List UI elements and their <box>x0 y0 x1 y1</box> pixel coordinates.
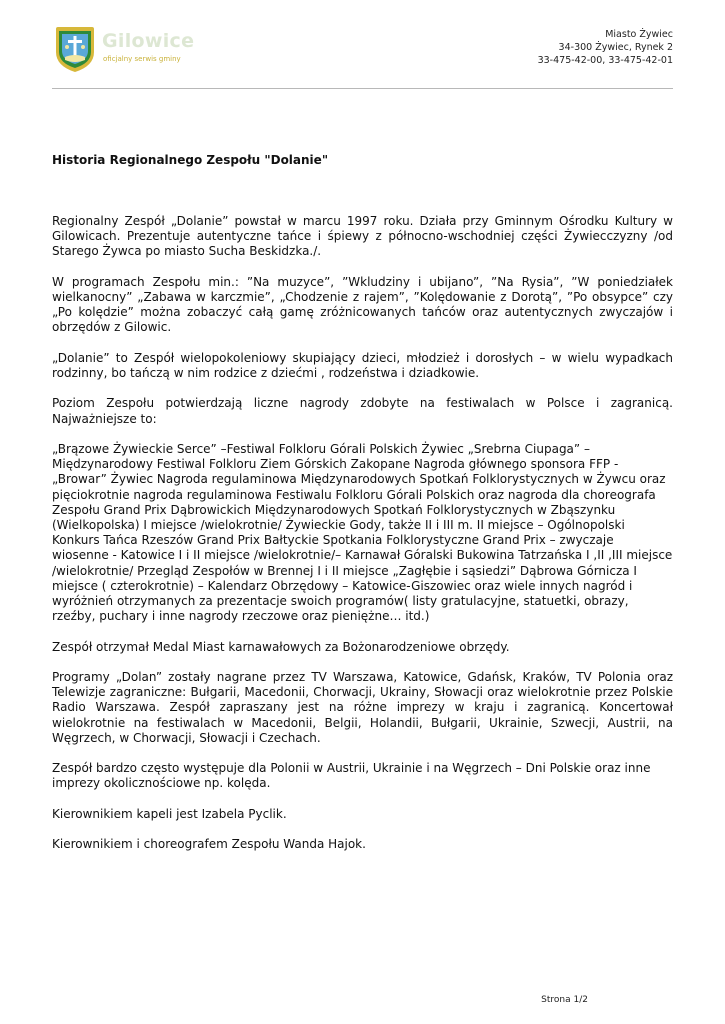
document-body <box>52 214 673 868</box>
site-logo[interactable] <box>52 24 195 74</box>
paragraph-band-leader: Kierownikiem kapeli jest Izabela Pyclik. <box>52 806 287 821</box>
paragraph-medal: Zespół otrzymał Medal Miast karnawałowych za Bożonarodzeniowe obrzędy. <box>52 639 510 654</box>
logo-tagline: oficjalny serwis gminy <box>103 55 181 63</box>
paragraph-choreographer: Kierownikiem i choreografem Zespołu Wanda Hajok. <box>52 837 366 852</box>
contact-address <box>538 28 673 67</box>
address-street: 34-300 Żywiec, Rynek 2 <box>558 42 673 53</box>
paragraph-programs: W programach Zespołu min.: ”Na muzyce”, ”Wkludziny i ubijano”, ”Na Rysia”, ”W poniedziałek wielkanocny” „Zabawa w karczmie”, „Chodzenie z rajem”, ”Kolędowanie z Dorotą”, ”Po obsypce” czy „Po kolędzie” można zobaczyć całą gamę zróżnicowanych tańców oraz autentycznych zwyczajów i obrzędów z Gilowic. <box>52 274 673 335</box>
document-title: Historia Regionalnego Zespołu "Dolanie" <box>52 153 329 168</box>
page-header <box>0 0 725 90</box>
address-city: Miasto Żywiec <box>605 29 673 40</box>
paragraph-polonia: Zespół bardzo często występuje dla Polonii w Austrii, Ukrainie i na Węgrzech – Dni Polskie oraz inne imprezy okolicznościowe np. kolęda. <box>52 761 651 791</box>
header-divider <box>52 88 673 89</box>
page-number: Strona 1/2 <box>541 995 588 1005</box>
coat-of-arms-icon <box>52 24 98 74</box>
logo-wordmark: Gilowice <box>102 30 195 52</box>
paragraph-recordings: Programy „Dolan” zostały nagrane przez TV Warszawa, Katowice, Gdańsk, Kraków, TV Polonia oraz Telewizje zagraniczne: Bułgarii, Macedonii, Chorwacji, Ukrainy, Słowacji oraz wielokrotnie przez Polskie Radio Warszawa. Zespół zapraszany jest na różne imprezy w kraju i zagranicą. Koncertował wielokrotnie na festiwalach w Macedonii, Belgii, Holandii, Bułgarii, Ukrainie, Szwecji, Austrii, na Węgrzech, w Chorwacji, Słowacji i Czechach. <box>52 670 673 745</box>
paragraph-awards-list: „Brązowe Żywieckie Serce” –Festiwal Folkloru Górali Polskich Żywiec „Srebrna Ciupaga” – Międzynarodowy Festiwal Folkloru Ziem Górskich Zakopane Nagroda głównego sponsora FFP - „Browar” Żywiec Nagroda regulaminowa Międzynarodowych Spotkań Folklorystycznych w Żywcu oraz pięciokrotnie nagroda regulaminowa Festiwalu Folkloru Górali Polskich oraz nagroda dla choreografa Zespołu Grand Prix Dąbrowickich Międzynarodowych Spotkań Folklorystycznych w Zbąszynku (Wielkopolska) I miejsce /wielokrotnie/ Żywieckie Gody, także II i III m. II miejsce – Ogólnopolski Konkurs Tańca Rzeszów Grand Prix Bałtyckie Spotkania Folklorystyczne Grand Prix – zwyczaje wiosenne - Katowice I i II miejsce /wielokrotnie/– Karnawał Góralski Bukowina Tatrzańska I ,II ,III miejsce /wielokrotnie/ Przegląd Zespołów w Brennej I i II miejsce „Zagłębie i sąsiedzi” Dąbrowa Górnicza I miejsce ( czterokrotnie) – Kalendarz Obrzędowy – Katowice-Giszowiec oraz wiele innych nagród i wyróżnień otrzymanych za prezentacje swoich programów( listy gratulacyjne, statuetki, obrazy, rzeźby, puchary i inne nagrody rzeczowe oraz pieniężne… itd.) <box>52 441 673 624</box>
paragraph-intro: Regionalny Zespół „Dolanie” powstał w marcu 1997 roku. Działa przy Gminnym Ośrodku Kultury w Gilowicach. Prezentuje autentyczne tańce i śpiewy z północno-wschodniej części Żywiecczyzny /od Starego Żywca po miasto Sucha Beskidzka./. <box>52 214 673 259</box>
paragraph-awards-intro: Poziom Zespołu potwierdzają liczne nagrody zdobyte na festiwalach w Polsce i zagranicą. Najważniejsze to: <box>52 396 673 426</box>
paragraph-members: „Dolanie” to Zespół wielopokoleniowy skupiający dzieci, młodzież i dorosłych – w wielu wypadkach rodzinny, bo tańczą w nim rodzice z dziećmi , rodzeństwa i dziadkowie. <box>52 350 673 380</box>
address-phones: 33-475-42-00, 33-475-42-01 <box>537 55 673 66</box>
